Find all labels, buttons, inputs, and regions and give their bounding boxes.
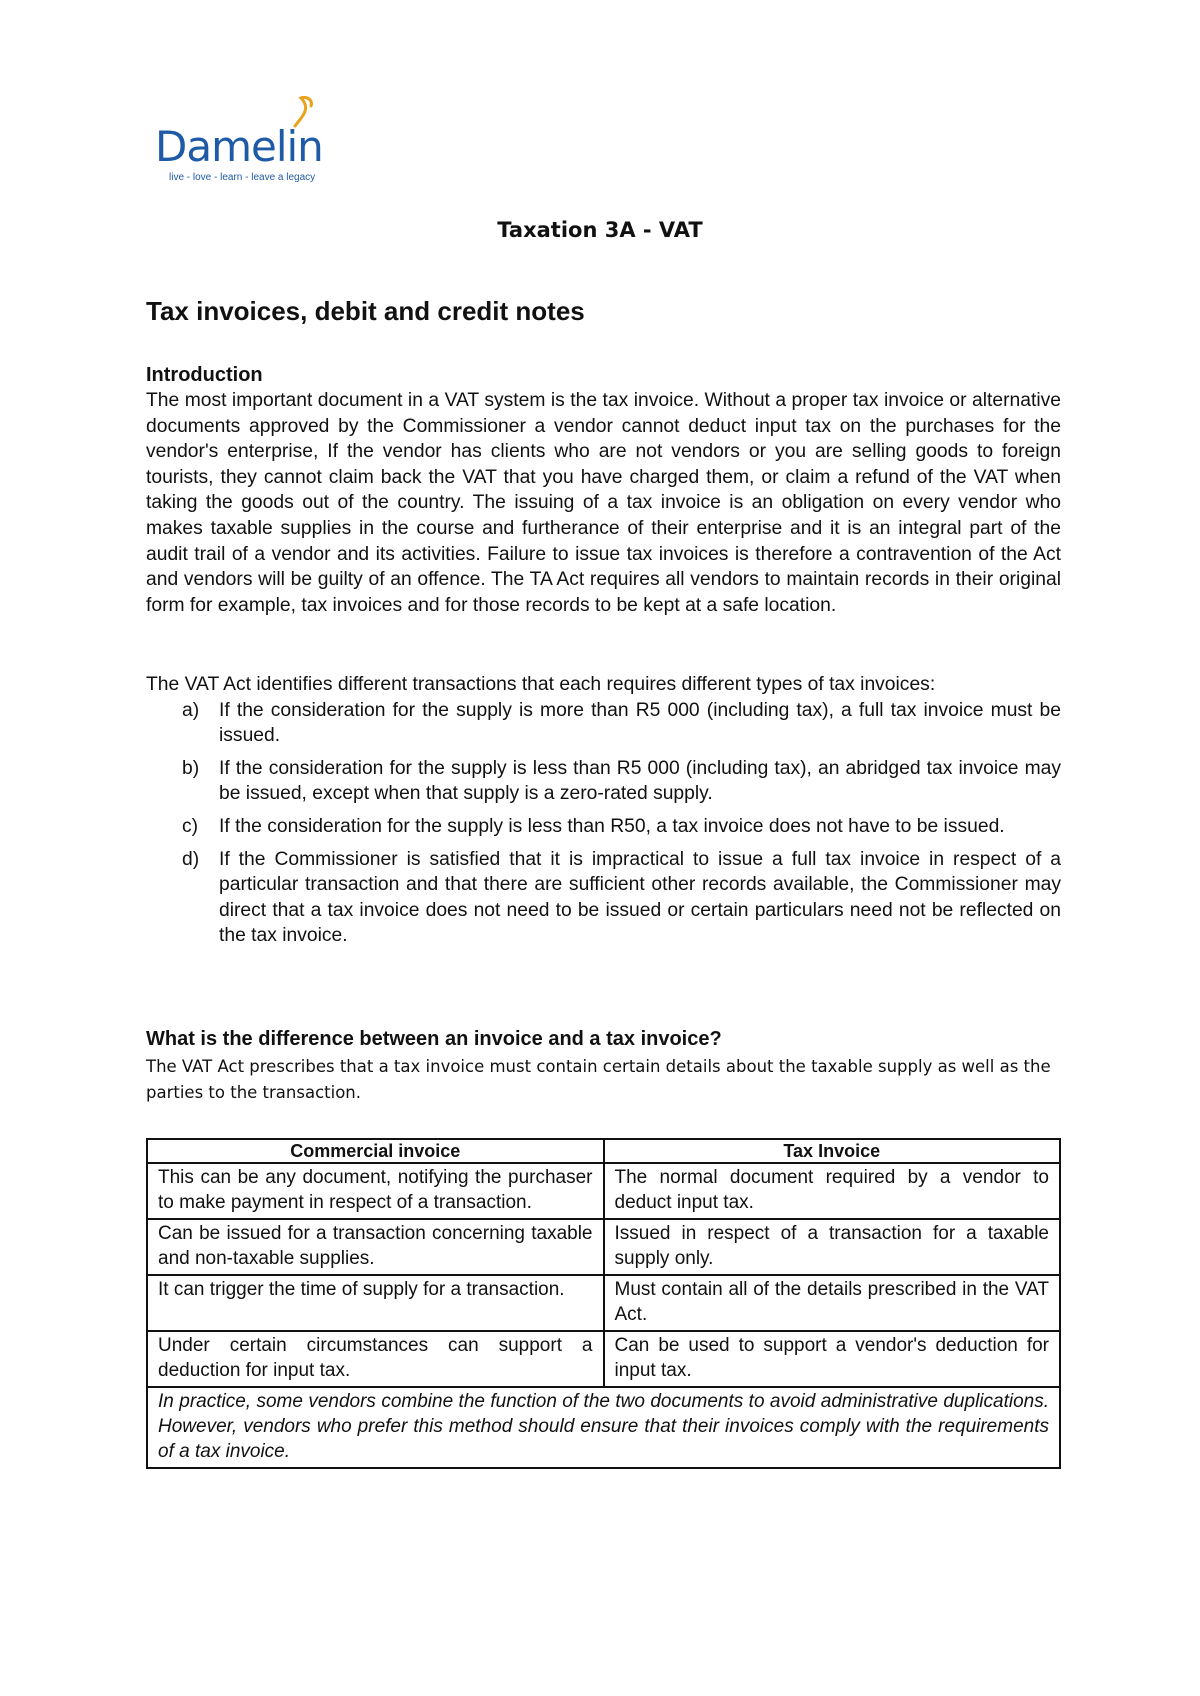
list-marker: d)	[182, 848, 200, 870]
list-marker: a)	[182, 699, 200, 721]
table-note-row	[147, 1387, 1060, 1468]
damelin-logo	[155, 92, 355, 192]
difference-heading: What is the difference between an invoice and a tax invoice?	[146, 1028, 722, 1050]
table-header-row	[147, 1139, 1060, 1163]
logo-tagline: live - love - learn - leave a legacy	[169, 172, 316, 183]
comparison-table	[146, 1138, 1061, 1469]
column-header: Commercial invoice	[147, 1139, 604, 1163]
list-item	[146, 814, 1061, 840]
table-cell: Must contain all of the details prescribed in the VAT Act.	[604, 1275, 1061, 1331]
list-item	[146, 698, 1061, 749]
table-cell: Issued in respect of a transaction for a taxable supply only.	[604, 1219, 1061, 1275]
list-item-text: If the consideration for the supply is less than R5 000 (including tax), an abridged tax invoice may be issued, except when that supply is a zero-rated supply.	[219, 757, 1061, 805]
list-marker: c)	[182, 815, 199, 837]
table-row	[147, 1219, 1060, 1275]
column-header: Tax Invoice	[604, 1139, 1061, 1163]
list-item-text: If the consideration for the supply is less than R50, a tax invoice does not have to be issued.	[219, 815, 1005, 837]
course-title: Taxation 3A - VAT	[497, 218, 703, 242]
table-cell: Can be issued for a transaction concerning taxable and non-taxable supplies.	[147, 1219, 604, 1275]
introduction-heading: Introduction	[146, 364, 263, 386]
table-cell: It can trigger the time of supply for a transaction.	[147, 1275, 604, 1331]
difference-paragraph: The VAT Act prescribes that a tax invoice must contain certain details about the taxable supply as well as the parties to the transaction.	[146, 1057, 1051, 1102]
table-note: In practice, some vendors combine the function of the two documents to avoid administrative duplications. However, vendors who prefer this method should ensure that their invoices comply with the requirements of a tax invoice.	[147, 1387, 1060, 1468]
table-cell: Can be used to support a vendor's deduction for input tax.	[604, 1331, 1061, 1387]
list-item	[146, 847, 1061, 949]
page-title: Tax invoices, debit and credit notes	[146, 296, 585, 326]
list-item	[146, 756, 1061, 807]
table-row	[147, 1275, 1060, 1331]
difference-section	[146, 1026, 1061, 1106]
vat-act-section	[146, 672, 1061, 956]
transaction-list	[146, 698, 1061, 949]
vat-act-intro: The VAT Act identifies different transactions that each requires different types of tax invoices:	[146, 674, 936, 695]
introduction-section	[146, 362, 1061, 618]
table-row	[147, 1331, 1060, 1387]
table-cell: Under certain circumstances can support a deduction for input tax.	[147, 1331, 604, 1387]
logo-name: Damelin	[155, 122, 323, 171]
list-marker: b)	[182, 757, 200, 779]
list-item-text: If the Commissioner is satisfied that it is impractical to issue a full tax invoice in respect of a particular transaction and that there are sufficient other records available, the Commissioner may direct that a tax invoice does not need to be issued or certain particulars need not be reflected on the tax invoice.	[219, 848, 1061, 947]
introduction-paragraph: The most important document in a VAT system is the tax invoice. Without a proper tax invoice or alternative documents approved by the Commissioner a vendor cannot deduct input tax on the purchases for the vendor's enterprise, If the vendor has clients who are not vendors or you are selling goods to foreign tourists, they cannot claim back the VAT that you have charged them, or claim a refund of the VAT when taking the goods out of the country. The issuing of a tax invoice is an obligation on every vendor who makes taxable supplies in the course and furtherance of their enterprise and it is an integral part of the audit trail of a vendor and its activities. Failure to issue tax invoices is therefore a contravention of the Act and vendors will be guilty of an offence. The TA Act requires all vendors to maintain records in their original form for example, tax invoices and for those records to be kept at a safe location.	[146, 390, 1061, 616]
table-row	[147, 1163, 1060, 1219]
table-cell: The normal document required by a vendor to deduct input tax.	[604, 1163, 1061, 1219]
list-item-text: If the consideration for the supply is more than R5 000 (including tax), a full tax invoice must be issued.	[219, 699, 1061, 747]
table-cell: This can be any document, notifying the purchaser to make payment in respect of a transaction.	[147, 1163, 604, 1219]
